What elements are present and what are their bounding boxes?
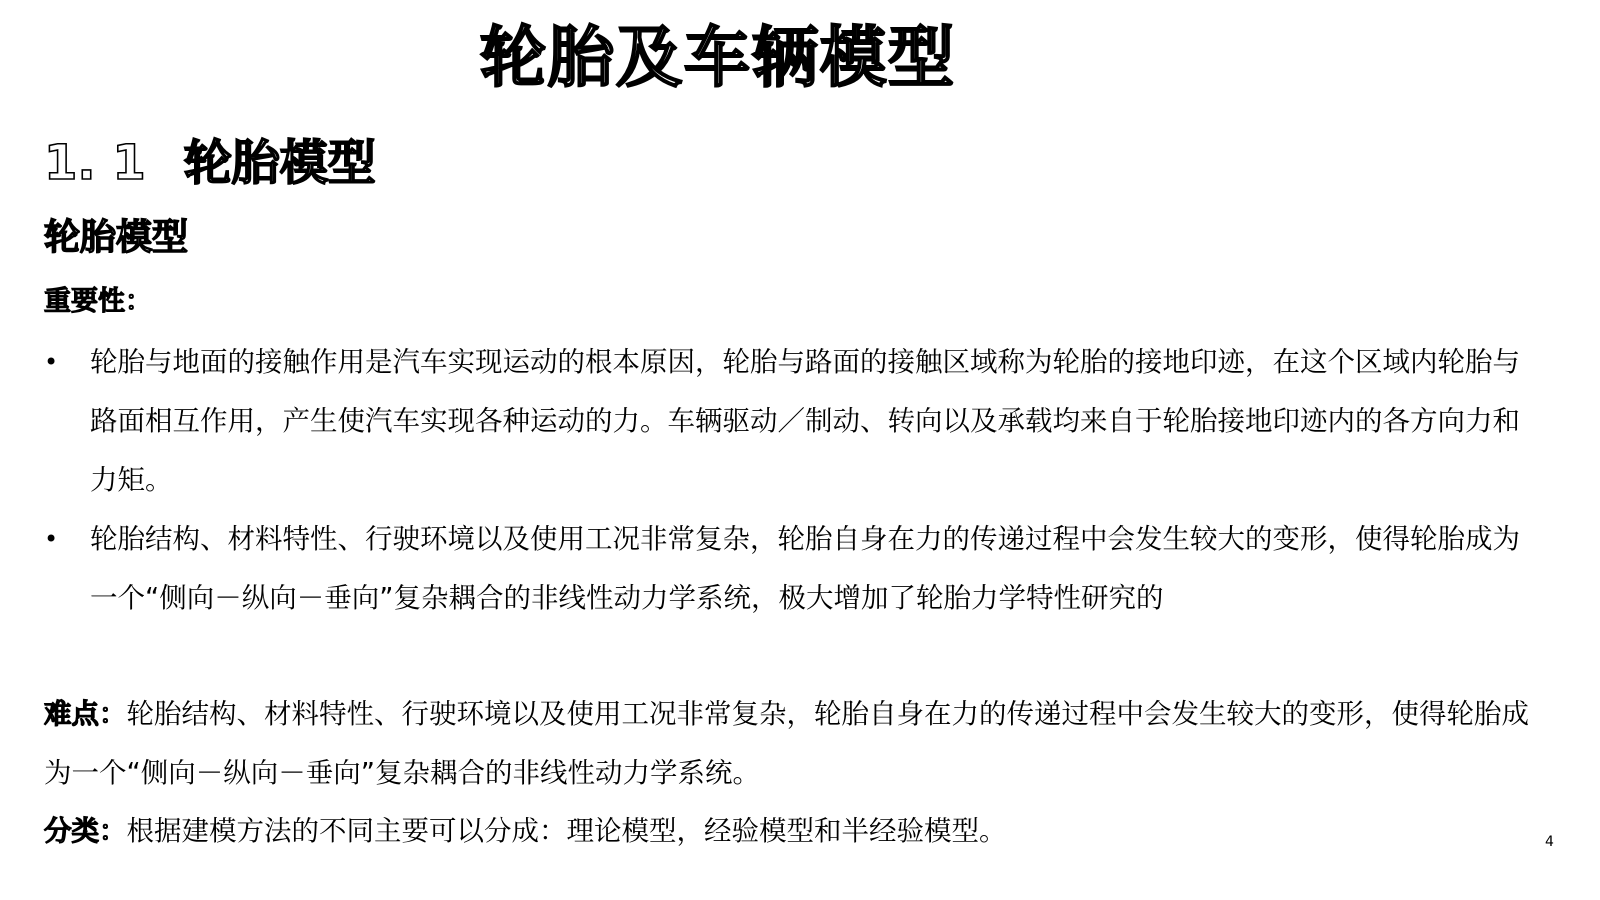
bullet-item (44, 510, 1524, 628)
bullet-list (44, 333, 1524, 628)
difficulty-paragraph (44, 685, 1534, 803)
bullet-item (44, 333, 1524, 510)
sub-heading: 轮胎模型 (44, 217, 189, 258)
bullet-icon: • (44, 525, 59, 553)
classification-text: 根据建模方法的不同主要可以分成：理论模型，经验模型和半经验模型。 (126, 815, 1007, 847)
page-number: 4 (1545, 834, 1554, 850)
bullet-icon: • (44, 348, 59, 376)
section-number: 1. 1 (44, 135, 146, 191)
importance-label: 重要性： (44, 286, 152, 317)
classification-label: 分类： (44, 815, 127, 847)
difficulty-label: 难点： (44, 698, 127, 730)
bullet-text: 轮胎结构、材料特性、行驶环境以及使用工况非常复杂，轮胎自身在力的传递过程中会发生较大的变形，使得轮胎成为一个“侧向－纵向－垂向”复杂耦合的非线性动力学系统，极大增加了轮胎力学特性研究的 (90, 523, 1520, 614)
section-title: 轮胎模型 (183, 135, 376, 191)
classification-paragraph (44, 802, 1534, 861)
bullet-text: 轮胎与地面的接触作用是汽车实现运动的根本原因，轮胎与路面的接触区域称为轮胎的接地印迹，在这个区域内轮胎与路面相互作用，产生使汽车实现各种运动的力。车辆驱动／制动、转向以及承载均来自于轮胎接地印迹内的各方向力和力矩。 (90, 346, 1520, 496)
section-heading (44, 130, 376, 196)
difficulty-text: 轮胎结构、材料特性、行驶环境以及使用工况非常复杂，轮胎自身在力的传递过程中会发生较大的变形，使得轮胎成为一个“侧向－纵向－垂向”复杂耦合的非线性动力学系统。 (44, 698, 1529, 789)
slide-title: 轮胎及车辆模型 (480, 19, 956, 96)
